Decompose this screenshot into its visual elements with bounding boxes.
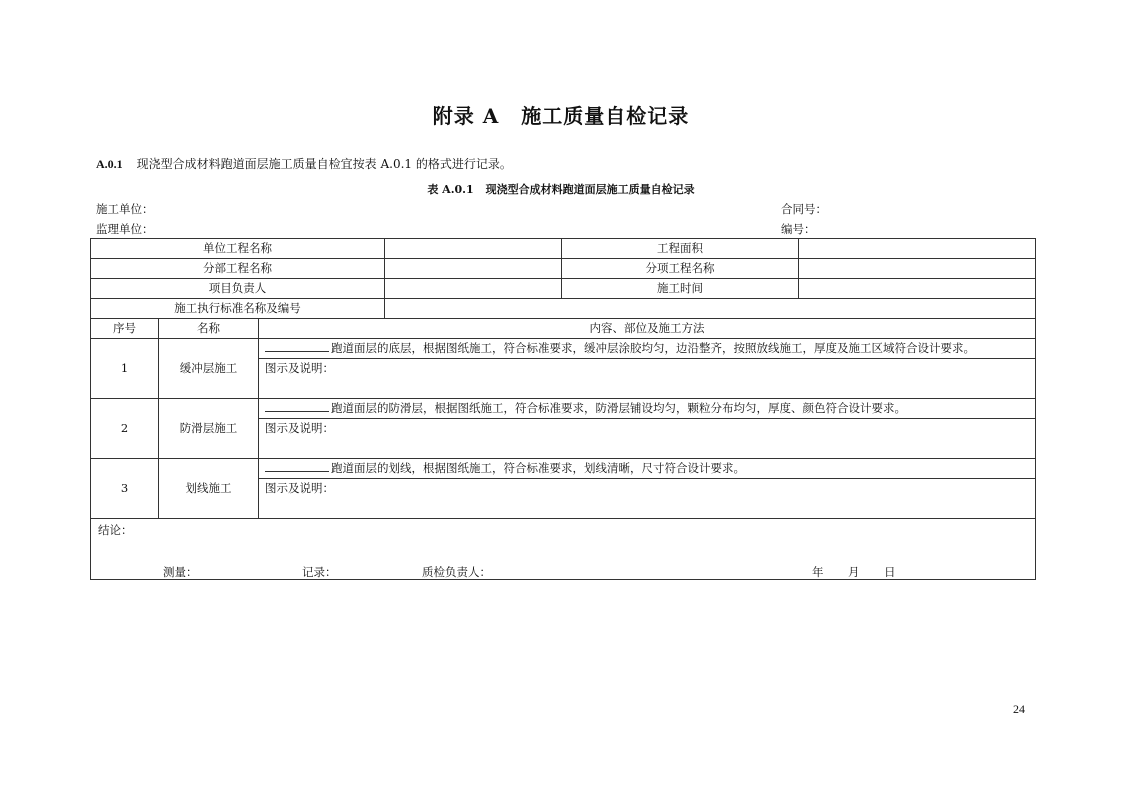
table-row: [91, 239, 1036, 259]
row-name: 缓冲层施工: [159, 339, 259, 399]
qc-leader-label: 质检负责人：: [422, 565, 491, 579]
table-row: [91, 299, 1036, 319]
row-number: 2: [91, 399, 159, 459]
fill-blank[interactable]: [265, 339, 329, 352]
subitem-project-name-value[interactable]: [799, 259, 1036, 279]
conclusion-label: 结论：: [98, 523, 133, 537]
fill-blank[interactable]: [265, 459, 329, 472]
unit-project-name-value[interactable]: [385, 239, 562, 259]
subitem-project-name-label: 分项工程名称: [562, 259, 799, 279]
column-header-no: 序号: [91, 319, 159, 339]
project-leader-value[interactable]: [385, 279, 562, 299]
row-description: [259, 459, 1036, 479]
clause-number: A.0.1: [96, 157, 123, 171]
day-label: 日: [884, 565, 896, 579]
clause-text: 现浇型合成材料跑道面层施工质量自检宜按表 A.0.1 的格式进行记录。: [136, 157, 512, 171]
clause-paragraph: [96, 155, 512, 172]
construction-time-value[interactable]: [799, 279, 1036, 299]
unit-project-name-label: 单位工程名称: [91, 239, 385, 259]
row-description: [259, 399, 1036, 419]
appendix-title: 施工质量自检记录: [521, 104, 690, 128]
table-row: [91, 459, 1036, 479]
row-name: 防滑层施工: [159, 399, 259, 459]
column-header-name: 名称: [159, 319, 259, 339]
table-caption-title: 现浇型合成材料跑道面层施工质量自检记录: [485, 183, 695, 196]
standard-name-label: 施工执行标准名称及编号: [91, 299, 385, 319]
table-caption-number: 表 A.0.1: [427, 183, 474, 196]
table-header-row: [91, 319, 1036, 339]
table-caption: [0, 181, 1122, 197]
construction-area-value[interactable]: [799, 239, 1036, 259]
row-name: 划线施工: [159, 459, 259, 519]
measure-label: 测量：: [163, 565, 198, 579]
conclusion-cell[interactable]: [91, 519, 1036, 580]
year-label: 年: [812, 565, 824, 579]
row-description-text: 跑道面层的划线，根据图纸施工，符合标准要求，划线清晰，尺寸符合设计要求。: [331, 461, 745, 475]
row-note[interactable]: 图示及说明：: [259, 479, 1036, 519]
row-description-text: 跑道面层的防滑层，根据图纸施工，符合标准要求，防滑层铺设均匀，颗粒分布均匀，厚度、颜色符合设计要求。: [331, 401, 906, 415]
project-leader-label: 项目负责人: [91, 279, 385, 299]
record-label: 记录：: [302, 565, 337, 579]
row-note[interactable]: 图示及说明：: [259, 419, 1036, 459]
division-project-name-label: 分部工程名称: [91, 259, 385, 279]
table-row: [91, 259, 1036, 279]
table-row: [91, 399, 1036, 419]
column-header-content: 内容、部位及施工方法: [259, 319, 1036, 339]
inspection-record-table: [90, 238, 1036, 580]
row-note[interactable]: 图示及说明：: [259, 359, 1036, 399]
fill-blank[interactable]: [265, 399, 329, 412]
supervision-unit-label: 监理单位：: [96, 222, 154, 236]
construction-area-label: 工程面积: [562, 239, 799, 259]
row-number: 1: [91, 339, 159, 399]
serial-no-label: 编号：: [781, 222, 816, 236]
contract-no-label: 合同号：: [781, 202, 827, 216]
table-row: [91, 279, 1036, 299]
row-description: [259, 339, 1036, 359]
standard-name-value[interactable]: [385, 299, 1036, 319]
division-project-name-value[interactable]: [385, 259, 562, 279]
row-number: 3: [91, 459, 159, 519]
page-number: 24: [1013, 702, 1025, 716]
conclusion-row: [91, 519, 1036, 580]
row-description-text: 跑道面层的底层，根据图纸施工，符合标准要求，缓冲层涂胶均匀，边沿整齐，按照放线施工，厚度及施工区域符合设计要求。: [331, 341, 975, 355]
page-title: [0, 100, 1122, 129]
construction-time-label: 施工时间: [562, 279, 799, 299]
month-label: 月: [848, 565, 860, 579]
appendix-label: 附录 A: [432, 104, 500, 128]
table-row: [91, 339, 1036, 359]
construction-unit-label: 施工单位：: [96, 202, 154, 216]
